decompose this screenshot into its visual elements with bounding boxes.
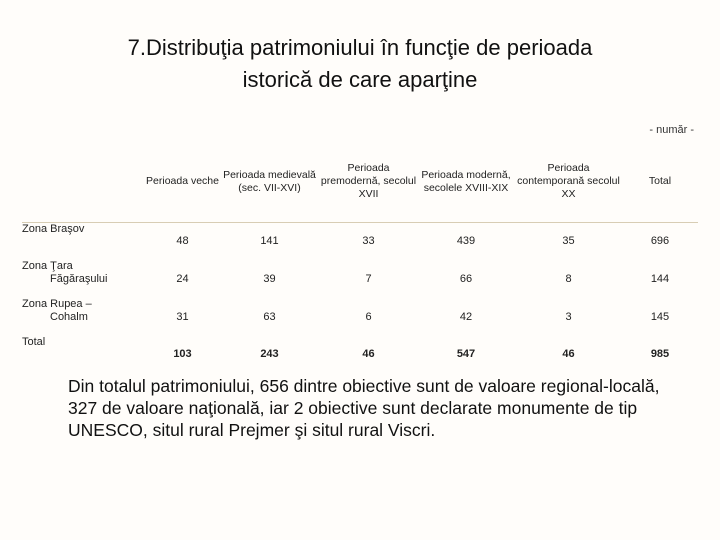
row-label-line1: Zona Ţara (22, 260, 73, 272)
header-perioada-contemporana: Perioada contemporană secolul XX (515, 142, 622, 222)
table-cell: 42 (459, 311, 473, 323)
table-row (22, 222, 698, 260)
table-cell: 3 (565, 311, 572, 323)
table-cell: 144 (650, 273, 670, 285)
table-cell: 33 (362, 235, 375, 248)
table-cell: 985 (650, 348, 670, 360)
title-line-2: istorică de care aparţine (242, 67, 478, 92)
table-cell: 46 (362, 348, 375, 360)
table-cell: 243 (260, 348, 279, 360)
table-cell: 6 (365, 311, 372, 323)
row-label-line1: Zona Rupea – (22, 298, 92, 310)
table-cell: 103 (173, 348, 192, 360)
total-row (22, 336, 698, 372)
table-cell: 696 (650, 235, 670, 248)
row-label-line2: Cohalm (50, 311, 88, 323)
table-cell: 31 (176, 311, 189, 323)
header-total: Total (622, 142, 698, 222)
heritage-table (22, 142, 698, 372)
row-label-line1: Zona Braşov (22, 222, 85, 235)
header-perioada-moderna: Perioada modernă, secolele XVIII-XIX (417, 142, 515, 222)
table-cell: 35 (562, 235, 575, 248)
row-label (22, 336, 146, 372)
table-cell: 145 (650, 311, 670, 323)
header-stub (22, 142, 146, 222)
table-cell: 48 (176, 235, 189, 248)
table-cell: 66 (459, 273, 473, 285)
header-perioada-premoderna: Perioada premodernă, secolul XVII (320, 142, 417, 222)
table-cell: 8 (565, 273, 572, 285)
header-perioada-veche: Perioada veche (146, 142, 219, 222)
table-cell: 63 (263, 311, 276, 323)
summary-note: Din totalul patrimoniului, 656 dintre obiective sunt de valoare regional-locală, 327 de valoare naţională, iar 2 obiective sunt declarate monumente de tip UNESCO, situl rural Prejmer şi situl rural Viscri. (68, 376, 660, 440)
slide-title (0, 32, 720, 96)
table-row (22, 298, 698, 336)
table-cell: 24 (176, 273, 189, 285)
title-line-1: 7.Distribuţia patrimoniului în funcţie de perioada (127, 35, 593, 60)
table-cell: 547 (456, 348, 476, 360)
row-label (22, 298, 146, 336)
table-cell: 141 (260, 235, 279, 248)
row-label (22, 222, 146, 260)
header-perioada-medievala: Perioada medievală (sec. VII-XVI) (219, 142, 320, 222)
unit-note: - număr - (649, 124, 694, 136)
table-cell: 46 (562, 348, 575, 360)
table-row (22, 260, 698, 298)
table-cell: 439 (456, 235, 476, 248)
row-label-line2: Făgăraşului (50, 273, 108, 285)
row-label (22, 260, 146, 298)
row-label-line1: Total (22, 336, 46, 348)
table-cell: 39 (263, 273, 276, 285)
header-row (22, 142, 698, 222)
table-cell: 7 (365, 273, 372, 285)
